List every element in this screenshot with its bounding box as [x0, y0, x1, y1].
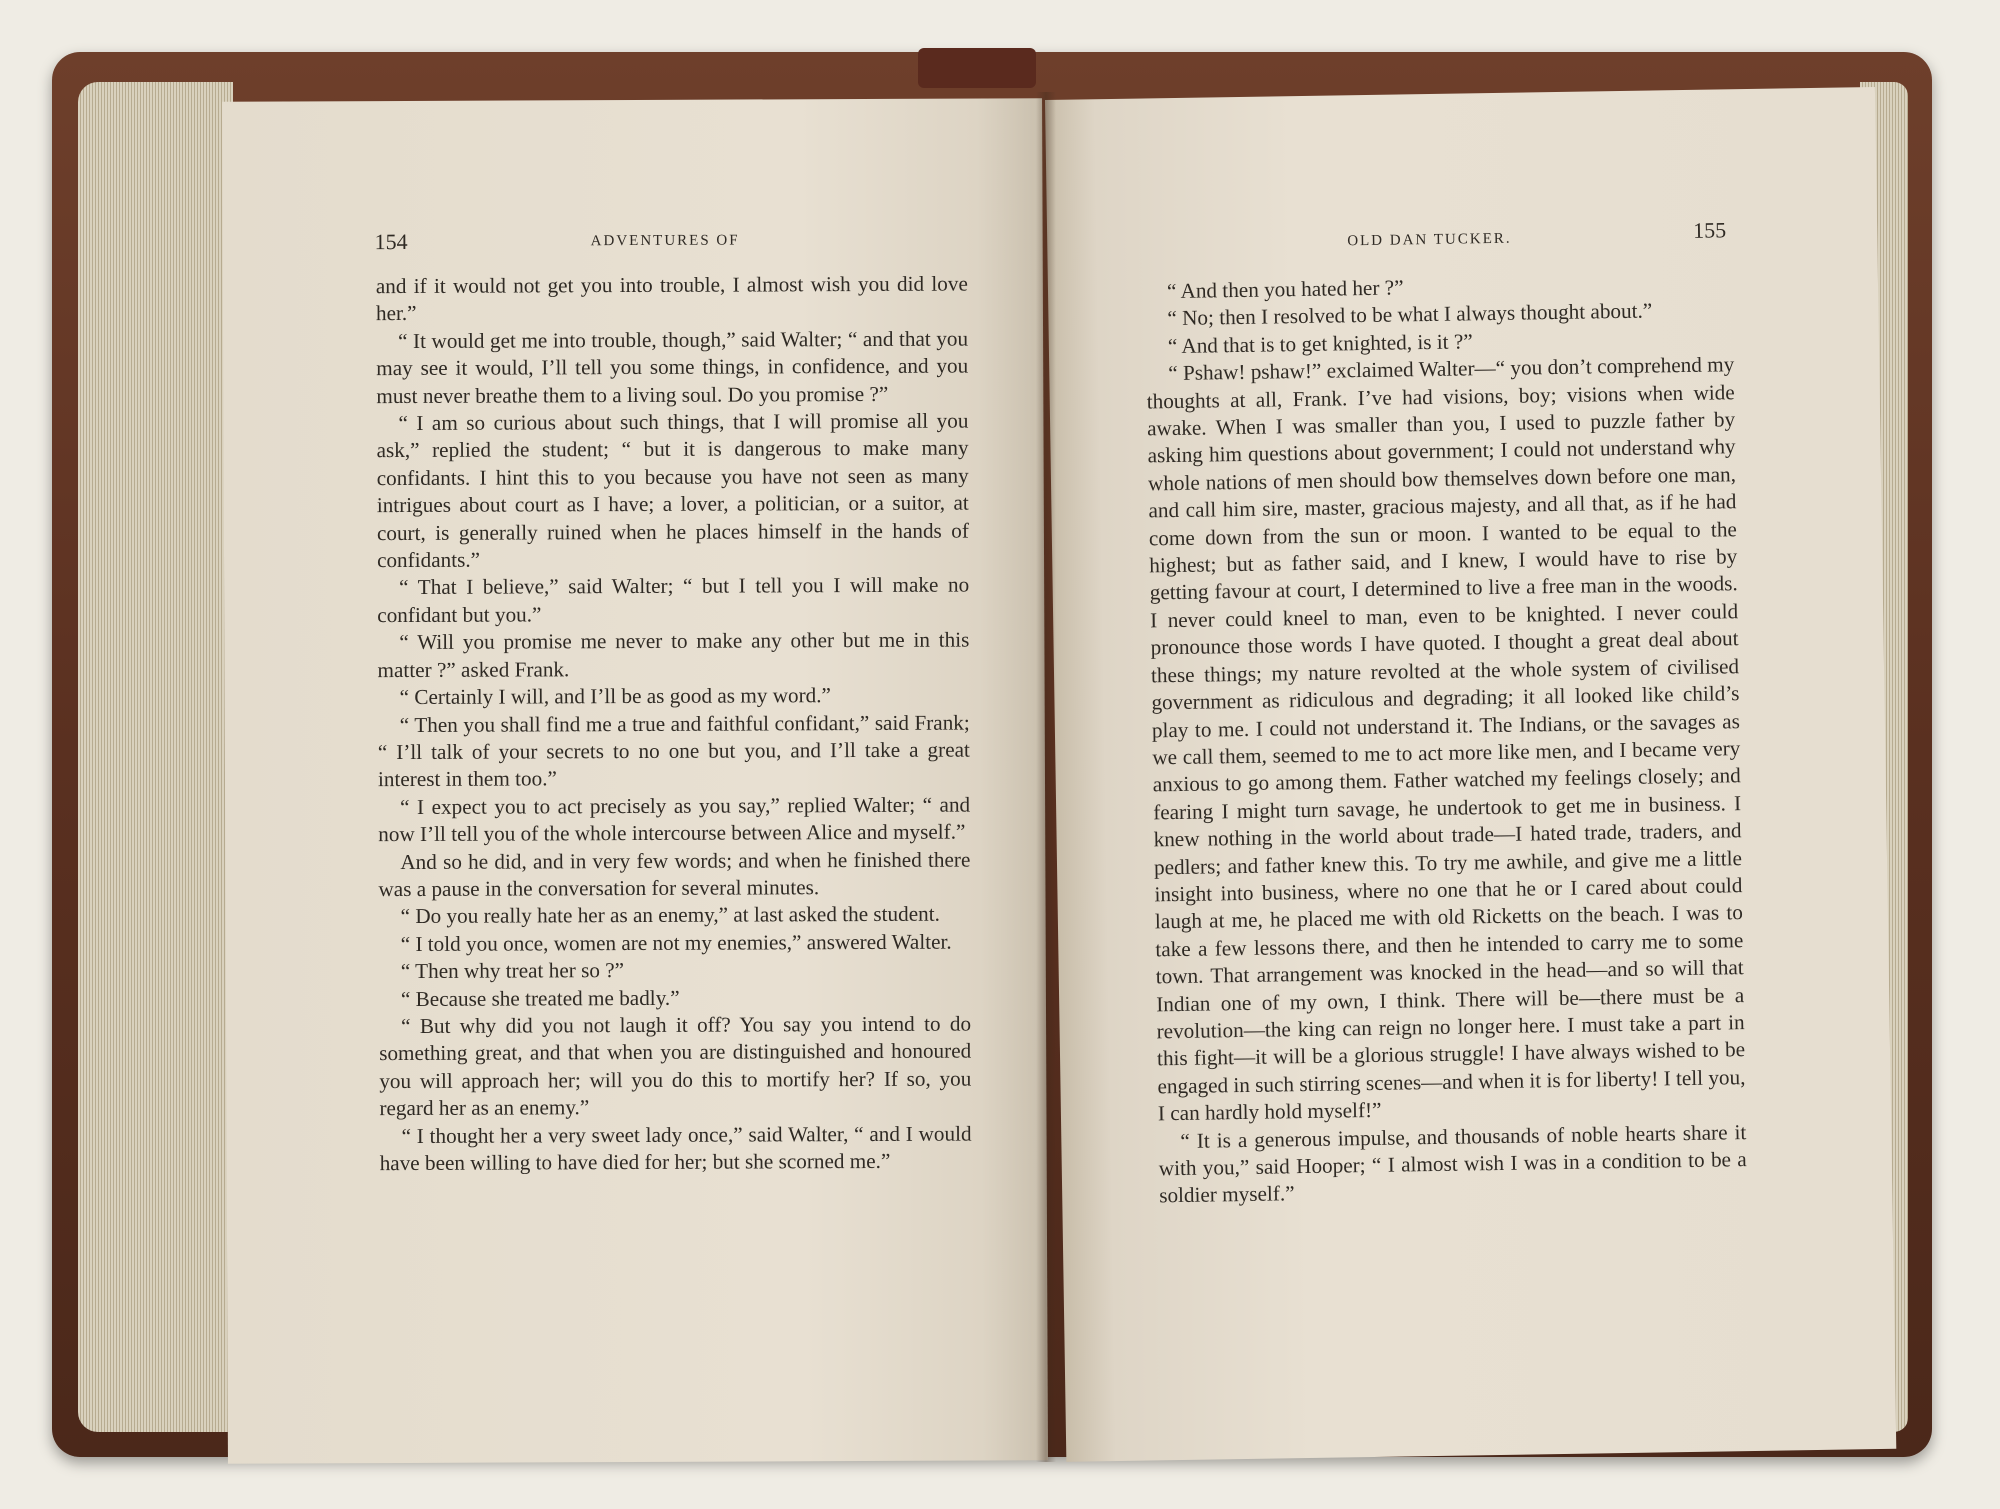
paragraph: “ Certainly I will, and I’ll be as good as my word.”: [399, 683, 831, 710]
paragraph: “ And then you hated her ?”: [1166, 275, 1404, 304]
left-page-edges: [78, 82, 233, 1432]
page-number: 155: [1692, 217, 1727, 243]
book-gutter: [1036, 92, 1056, 1462]
paragraph: “ It would get me into trouble, though,” said Walter; “ and that you may see it would, I’ll tell you some things, in confidence, and you must never breathe them to a living soul. Do you promise ?”: [376, 326, 969, 408]
book-spine-top: [918, 48, 1036, 88]
page-body: [376, 271, 972, 1178]
paragraph: “ I told you once, women are not my enemies,” answered Walter.: [400, 929, 952, 956]
paragraph: “ Because she treated me badly.”: [400, 985, 680, 1011]
paragraph: “ Pshaw! pshaw!” exclaimed Walter—“ you don’t comprehend my thoughts at all, Frank. I’ve had visions, boy; visions when wide awake. When I was smaller than you, I used to puzzle father by asking him questions about government; I could not understand why whole nations of men should bow themselves down before one man, and call him sire, master, gracious majesty, and all that, as if he had come down from the sun or moon. I wanted to be equal to the highest; but as father said, and I knew, I would have to rise by getting favour at court, I determined to live a free man in the woods. I never could kneel to man, even to be knighted. I never could pronounce those words I have quoted. I thought a great deal about these things; my nature revolted at the whole system of civilised government as ridiculous and degrading; it all looked like child’s play to me. I could not understand it. The Indians, or the savages as we call them, seemed to me to act more like men, and I became very anxious to go among them. Father watched my feelings closely; and fearing I might turn savage, he undertook to get me in business. I knew nothing in the world about trade—I hated trade, traders, and pedlers; and father knew this. To try me awhile, and give me a little insight into business, where no one that he or I cared about could laugh at me, he placed me with old Ricketts on the beach. I was to take a few lessons there, and then he intended to carry me to some town. That arrangement was knocked in the head—and so will that Indian one of my own, I think. There will be—there must be a revolution—the king can reign no longer here. I must take a part in this fight—it will be a glorious struggle! I have always wished to be engaged in such stirring scenes—and when it is for liberty! I tell you, I can hardly hold myself!”: [1146, 352, 1746, 1126]
running-head: OLD DAN TUCKER.: [1347, 230, 1512, 250]
paragraph: “ I am so curious about such things, that I will promise all you ask,” replied the student; “ but it is dangerous to make many confidants. I hint this to you because you have not seen as many intrigues about court as I have; a lover, a politician, or a suitor, at court, is generally ruined when he places himself in the hands of confidants.”: [376, 408, 969, 573]
paragraph: “ Do you really hate her as an enemy,” at last asked the student.: [400, 902, 940, 929]
paragraph: “ But why did you not laugh it off? You say you intend to do something great, and that when you are distinguished and honoured you will approach her; will you do this to mortify her? If so, you regard her as an enemy.”: [379, 1011, 972, 1121]
paragraph: “ It is a generous impulse, and thousands of noble hearts share it with you,” said Hooper; “ I almost wish I was in a condition to be a soldier myself.”: [1158, 1119, 1747, 1208]
paragraph: “ Then why treat her so ?”: [400, 958, 625, 984]
paragraph: And so he did, and in very few words; and when he finished there was a pause in the conversation for several minutes.: [378, 847, 971, 902]
paragraph: “ I thought her a very sweet lady once,” said Walter, “ and I would have been willing to have died for her; but she scorned me.”: [379, 1121, 972, 1176]
paragraph: “ And that is to get knighted, is it ?”: [1167, 329, 1473, 358]
page-body: [1145, 269, 1748, 1210]
paragraph: “ Then you shall find me a true and faithful confidant,” said Frank; “ I’ll talk of your secrets to no one but you, and I’ll take a great interest in them too.”: [377, 710, 970, 792]
running-head: ADVENTURES OF: [590, 232, 740, 250]
paragraph: “ That I believe,” said Walter; “ but I tell you I will make no confidant but you.”: [377, 573, 970, 627]
page-number: 154: [374, 228, 408, 255]
right-page: [1045, 87, 1896, 1462]
left-page: [222, 98, 1048, 1464]
paragraph: “ No; then I resolved to be what I always thought about.”: [1167, 298, 1653, 331]
paragraph: “ Will you promise me never to make any other but me in this matter ?” asked Frank.: [377, 627, 970, 682]
paragraph: “ I expect you to act precisely as you say,” replied Walter; “ and now I’ll tell you of the whole intercourse between Alice and myself.”: [378, 792, 971, 847]
paragraph: and if it would not get you into trouble, I almost wish you did love her.”: [375, 271, 968, 326]
